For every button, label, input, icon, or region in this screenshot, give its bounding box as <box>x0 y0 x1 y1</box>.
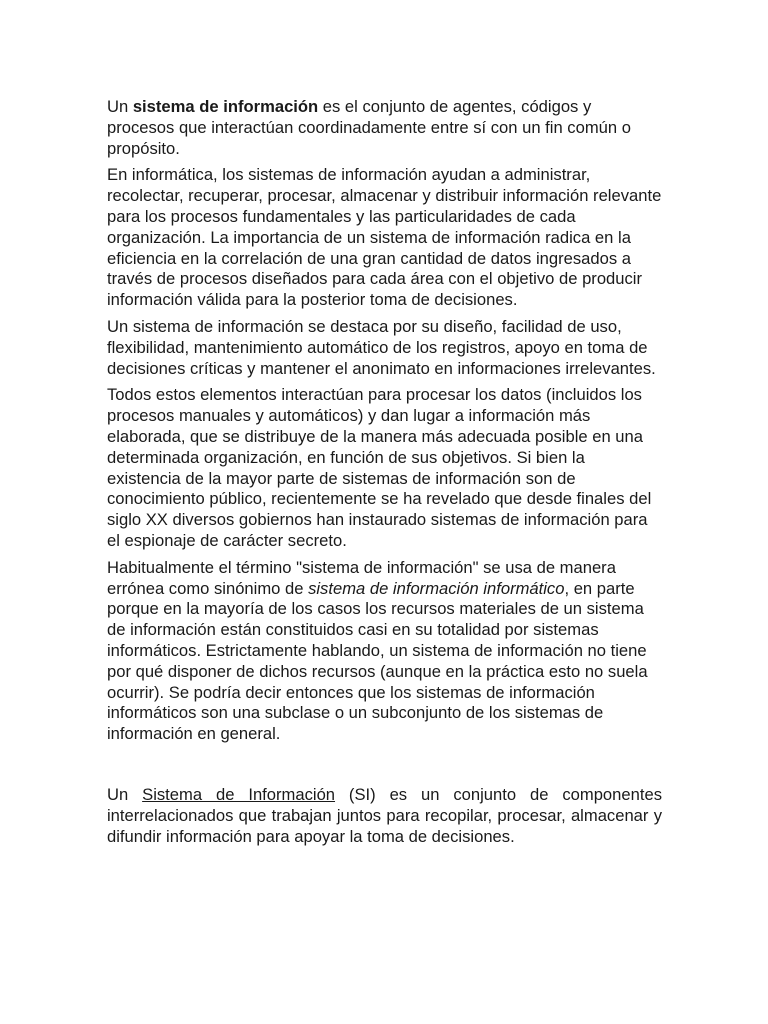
bold-term: sistema de información <box>132 97 319 116</box>
paragraph-text: (SI) es un conjunto de componentes interrelacionados que trabajan juntos para recopilar, procesar, almacenar y difundir información para apoyar la toma de decisiones. <box>107 784 662 846</box>
paragraph-informatica: En informática, los sistemas de información ayudan a administrar, recolectar, recuperar, procesar, almacenar y distribuir información relevante para los procesos fundamentales y las particularidades de cada organización. La importancia de un sistema de información radica en la eficiencia en la correlación de una gran cantidad de datos ingresados a través de procesos diseñados para cada área con el objetivo de producir información válida para la posterior toma de decisiones. <box>107 165 662 310</box>
paragraph-elementos: Todos estos elementos interactúan para procesar los datos (incluidos los procesos manuales y automáticos) y dan lugar a información más elaborada, que se distribuye de la manera más adecuada posible en una determinada organización, en función de sus objetivos. Si bien la existencia de la mayor parte de sistemas de información son de conocimiento público, recientemente se ha revelado que desde finales del siglo XX diversos gobiernos han instaurado sistemas de información para el espionaje de carácter secreto. <box>107 385 652 550</box>
paragraph-text: Habitualmente el término "sistema de información" se usa de manera errónea como sinónimo de <box>107 557 616 598</box>
link-sistema-de-informacion[interactable]: Sistema de Información <box>142 784 336 804</box>
paragraph-si <box>107 785 662 847</box>
italic-term: sistema de información informático <box>308 578 565 598</box>
document-page <box>107 97 662 853</box>
paragraph-text: , en parte porque en la mayoría de los casos los recursos materiales de un sistema de información están constituidos casi en su totalidad por sistemas informáticos. Estrictamente hablando, un sistema de información no tiene por qué disponer de dichos recursos (aunque en la práctica esto no suela ocurrir). Se podría decir entonces que los sistemas de información informáticos son una subclase o un subconjunto de los sistemas de información en general. <box>107 578 648 744</box>
paragraph-text: Un <box>107 97 133 116</box>
paragraph-text: es el conjunto de agentes, códigos y procesos que interactúan coordinadamente entre sí con un fin común o propósito. <box>107 97 631 158</box>
paragraph-diseno: Un sistema de información se destaca por su diseño, facilidad de uso, flexibilidad, mantenimiento automático de los registros, apoyo en toma de decisiones críticas y mantener el anonimato en informaciones irrelevantes. <box>107 316 656 378</box>
paragraph-text: Un <box>107 784 143 804</box>
paragraph-termino <box>107 558 662 745</box>
paragraph-definition <box>107 97 662 159</box>
